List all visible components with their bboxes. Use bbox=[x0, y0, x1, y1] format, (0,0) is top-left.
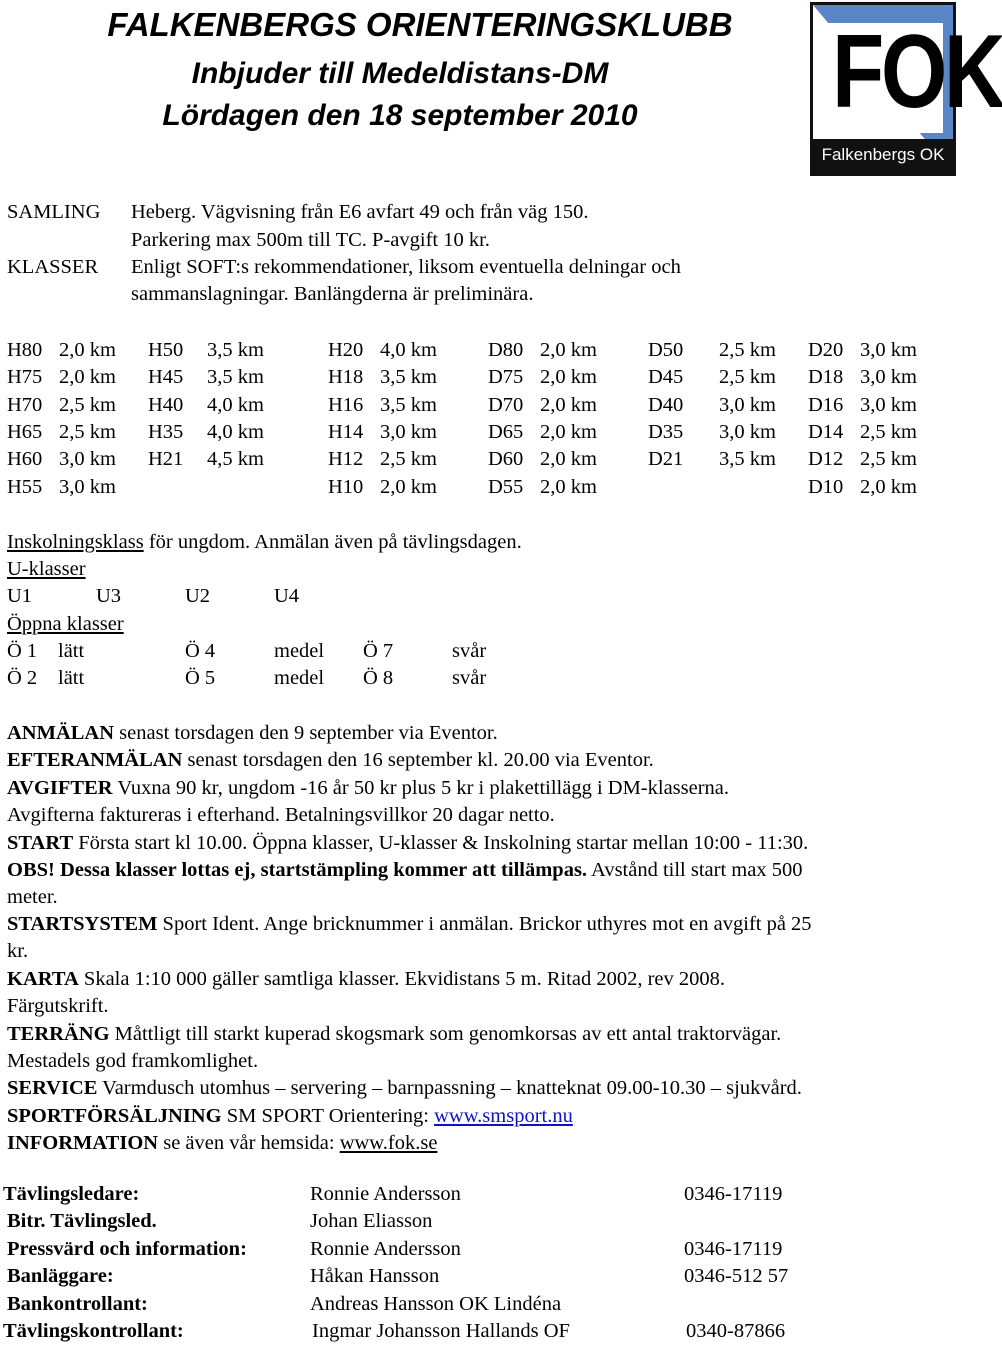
logo-caption: Falkenbergs OK bbox=[821, 145, 945, 164]
class-code: H50 bbox=[148, 339, 184, 361]
class-code: D12 bbox=[808, 448, 844, 471]
oppna-row2-level3: svår bbox=[452, 667, 487, 689]
class-distance: 2,0 km bbox=[540, 339, 597, 361]
obs-text: Avstånd till start max 500 bbox=[587, 859, 803, 881]
avgifter-line bbox=[7, 776, 729, 800]
class-distance: 4,5 km bbox=[207, 448, 264, 471]
class-code: H70 bbox=[7, 393, 43, 416]
inskolning-line bbox=[7, 530, 522, 554]
class-code: H80 bbox=[7, 339, 43, 361]
official-name: Andreas Hansson OK Lindéna bbox=[310, 1293, 562, 1315]
class-code: D60 bbox=[488, 448, 524, 471]
u4: U4 bbox=[274, 585, 300, 607]
class-distance: 2,0 km bbox=[540, 393, 597, 416]
oppna-row2-level1: lätt bbox=[58, 667, 85, 689]
class-distance: 2,0 km bbox=[540, 448, 597, 471]
class-distance: 2,5 km bbox=[59, 420, 116, 443]
official-phone: 0346-17119 bbox=[684, 1183, 783, 1205]
information-text: se även vår hemsida: bbox=[158, 1132, 340, 1154]
class-code: D21 bbox=[648, 448, 684, 471]
class-distance: 2,0 km bbox=[59, 339, 116, 361]
oppna-row2-class2: Ö 5 bbox=[185, 667, 216, 689]
u2: U2 bbox=[185, 585, 211, 607]
class-distance: 3,0 km bbox=[59, 448, 116, 471]
class-distance: 3,0 km bbox=[719, 393, 776, 416]
class-distance: 3,0 km bbox=[860, 339, 917, 361]
service-text: Varmdusch utomhus – servering – barnpassning – knatteknat 09.00-10.30 – sjukvård. bbox=[97, 1077, 802, 1099]
karta-line bbox=[7, 967, 725, 991]
invite-title: Inbjuder till Medeldistans-DM bbox=[191, 57, 609, 90]
class-code: D10 bbox=[808, 475, 844, 498]
class-code: H75 bbox=[7, 366, 43, 389]
date-title: Lördagen den 18 september 2010 bbox=[162, 99, 638, 132]
avgifter-label: AVGIFTER bbox=[7, 777, 113, 799]
class-distance: 3,5 km bbox=[207, 339, 264, 361]
class-distance: 4,0 km bbox=[207, 420, 264, 443]
efteranmalan-label: EFTERANMÄLAN bbox=[7, 749, 183, 771]
official-phone: 0346-17119 bbox=[684, 1238, 783, 1260]
official-role: Bitr. Tävlingsled. bbox=[7, 1210, 157, 1232]
class-distance: 4,0 km bbox=[380, 339, 437, 361]
samling-line1: Heberg. Vägvisning från E6 avfart 49 och från väg 150. bbox=[131, 201, 589, 223]
class-distance: 3,5 km bbox=[207, 366, 264, 389]
avgifter-text: Vuxna 90 kr, ungdom -16 år 50 kr plus 5 kr i plakettillägg i DM-klasserna. bbox=[112, 777, 730, 799]
startsystem-label: STARTSYSTEM bbox=[7, 913, 158, 935]
class-code: D80 bbox=[488, 339, 524, 361]
terrang-label: TERRÄNG bbox=[7, 1023, 110, 1045]
uklasser-label: U-klasser bbox=[7, 558, 86, 580]
samling-label: SAMLING bbox=[7, 201, 101, 223]
startsystem-text: Sport Ident. Ange bricknummer i anmälan. Brickor uthyres mot en avgift på 25 bbox=[157, 913, 812, 935]
class-distance: 2,0 km bbox=[59, 366, 116, 389]
class-code: D14 bbox=[808, 420, 844, 443]
klasser-label: KLASSER bbox=[7, 256, 99, 278]
obs-line bbox=[7, 858, 802, 882]
karta-text: Skala 1:10 000 gäller samtliga klasser. Ekvidistans 5 m. Ritad 2002, rev 2008. bbox=[78, 968, 726, 990]
class-distance: 3,5 km bbox=[719, 448, 776, 471]
class-code: H21 bbox=[148, 448, 184, 471]
class-distance: 2,5 km bbox=[719, 366, 776, 389]
official-role: Banläggare: bbox=[7, 1265, 114, 1287]
club-title: FALKENBERGS ORIENTERINGSKLUBB bbox=[107, 6, 733, 43]
oppna-row2-level2: medel bbox=[274, 667, 325, 689]
class-code: D55 bbox=[488, 475, 524, 498]
start-line bbox=[7, 831, 808, 855]
class-code: H10 bbox=[328, 475, 364, 498]
terrang-line2: Mestadels god framkomlighet. bbox=[7, 1050, 259, 1072]
official-role: Tävlingsledare: bbox=[3, 1183, 140, 1205]
inskolning-label: Inskolningsklass bbox=[7, 531, 144, 553]
official-phone: 0340-87866 bbox=[686, 1320, 786, 1342]
official-phone: 0346-512 57 bbox=[684, 1265, 789, 1287]
service-line bbox=[7, 1076, 802, 1100]
class-distance: 4,0 km bbox=[207, 393, 264, 416]
information-label: INFORMATION bbox=[7, 1132, 159, 1154]
class-distance: 3,0 km bbox=[860, 393, 917, 416]
oppna-row1-level1: lätt bbox=[58, 640, 85, 662]
u1: U1 bbox=[7, 585, 33, 607]
class-code: H12 bbox=[328, 448, 364, 471]
official-name: Johan Eliasson bbox=[310, 1210, 433, 1232]
class-code: H20 bbox=[328, 339, 364, 361]
start-text: Första start kl 10.00. Öppna klasser, U-klasser & Inskolning startar mellan 10:00 - 11:30. bbox=[73, 832, 809, 854]
karta-label: KARTA bbox=[7, 968, 79, 990]
class-code: D75 bbox=[488, 366, 524, 389]
oppna-row1-class1: Ö 1 bbox=[7, 640, 38, 662]
terrang-text: Måttligt till starkt kuperad skogsmark som genomkorsas av ett antal traktorvägar. bbox=[109, 1023, 782, 1045]
class-code: H16 bbox=[328, 393, 364, 416]
class-distance: 2,5 km bbox=[860, 448, 917, 471]
class-distance: 2,0 km bbox=[860, 475, 917, 498]
class-code: D40 bbox=[648, 393, 684, 416]
oppna-label: Öppna klasser bbox=[7, 613, 124, 635]
startsystem-line bbox=[7, 912, 812, 936]
class-code: D45 bbox=[648, 366, 684, 389]
oppna-row1-class2: Ö 4 bbox=[185, 640, 216, 662]
samling-line2: Parkering max 500m till TC. P-avgift 10 kr. bbox=[131, 229, 490, 251]
class-code: D70 bbox=[488, 393, 524, 416]
inskolning-text: för ungdom. Anmälan även på tävlingsdagen. bbox=[143, 531, 522, 553]
oppna-row2-class1: Ö 2 bbox=[7, 667, 38, 689]
class-code: H18 bbox=[328, 366, 364, 389]
official-name: Ronnie Andersson bbox=[310, 1238, 461, 1260]
official-name: Ronnie Andersson bbox=[310, 1183, 461, 1205]
oppna-row2-class3: Ö 8 bbox=[363, 667, 394, 689]
class-code: H14 bbox=[328, 420, 364, 443]
u3: U3 bbox=[96, 585, 122, 607]
anmalan-text: senast torsdagen den 9 september via Eventor. bbox=[114, 722, 498, 744]
class-distance: 2,5 km bbox=[59, 393, 116, 416]
information-line bbox=[7, 1131, 437, 1155]
obs-line2: meter. bbox=[7, 886, 58, 908]
logo-letters: FOK bbox=[832, 14, 1002, 130]
class-distance: 2,0 km bbox=[380, 475, 437, 498]
class-distance: 2,0 km bbox=[540, 420, 597, 443]
sport-line bbox=[7, 1104, 573, 1128]
class-distance: 2,5 km bbox=[860, 420, 917, 443]
obs-label: OBS! Dessa klasser lottas ej, startstämpling kommer att tillämpas. bbox=[7, 859, 588, 881]
class-distance: 2,0 km bbox=[540, 475, 597, 498]
class-code: D18 bbox=[808, 366, 844, 389]
class-code: D50 bbox=[648, 339, 684, 361]
class-code: D16 bbox=[808, 393, 844, 416]
official-name: Ingmar Johansson Hallands OF bbox=[312, 1320, 570, 1342]
official-name: Håkan Hansson bbox=[310, 1265, 440, 1287]
anmalan-label: ANMÄLAN bbox=[7, 722, 115, 744]
avgifter-line2: Avgifterna faktureras i efterhand. Betalningsvillkor 20 dagar netto. bbox=[7, 804, 555, 826]
oppna-row1-level2: medel bbox=[274, 640, 325, 662]
smsport-link[interactable]: www.smsport.nu bbox=[434, 1105, 573, 1127]
start-label: START bbox=[7, 832, 74, 854]
class-distance: 2,0 km bbox=[540, 366, 597, 389]
class-code: H45 bbox=[148, 366, 184, 389]
class-code: D35 bbox=[648, 420, 684, 443]
fok-link[interactable]: www.fok.se bbox=[339, 1132, 438, 1154]
class-code: D20 bbox=[808, 339, 844, 361]
startsystem-line2: kr. bbox=[7, 940, 29, 962]
oppna-row1-class3: Ö 7 bbox=[363, 640, 394, 662]
class-distance: 2,5 km bbox=[719, 339, 776, 361]
official-role: Pressvärd och information: bbox=[7, 1238, 247, 1260]
sport-text: SM SPORT Orientering: bbox=[221, 1105, 435, 1127]
class-distance: 3,0 km bbox=[719, 420, 776, 443]
oppna-row1-level3: svår bbox=[452, 640, 487, 662]
class-distance: 3,0 km bbox=[860, 366, 917, 389]
official-role: Bankontrollant: bbox=[7, 1293, 148, 1315]
class-code: H40 bbox=[148, 393, 184, 416]
klasser-line1: Enligt SOFT:s rekommendationer, liksom eventuella delningar och bbox=[131, 256, 681, 278]
class-code: D65 bbox=[488, 420, 524, 443]
efteranmalan-line bbox=[7, 748, 654, 772]
terrang-line bbox=[7, 1022, 781, 1046]
karta-line2: Färgutskrift. bbox=[7, 995, 109, 1017]
class-distance: 3,5 km bbox=[380, 393, 437, 416]
class-distance: 3,0 km bbox=[380, 420, 437, 443]
fok-logo bbox=[810, 2, 1002, 176]
service-label: SERVICE bbox=[7, 1077, 98, 1099]
class-distance: 3,5 km bbox=[380, 366, 437, 389]
class-code: H65 bbox=[7, 420, 43, 443]
official-role: Tävlingskontrollant: bbox=[3, 1320, 184, 1342]
class-distance: 2,5 km bbox=[380, 448, 437, 471]
class-distance: 3,0 km bbox=[59, 475, 116, 498]
sport-label: SPORTFÖRSÄLJNING bbox=[7, 1105, 222, 1127]
class-code: H55 bbox=[7, 475, 43, 498]
anmalan-line bbox=[7, 721, 498, 745]
klasser-line2: sammanslagningar. Banlängderna är preliminära. bbox=[131, 283, 534, 305]
class-code: H35 bbox=[148, 420, 184, 443]
efteranmalan-text: senast torsdagen den 16 september kl. 20.00 via Eventor. bbox=[182, 749, 654, 771]
class-code: H60 bbox=[7, 448, 43, 471]
